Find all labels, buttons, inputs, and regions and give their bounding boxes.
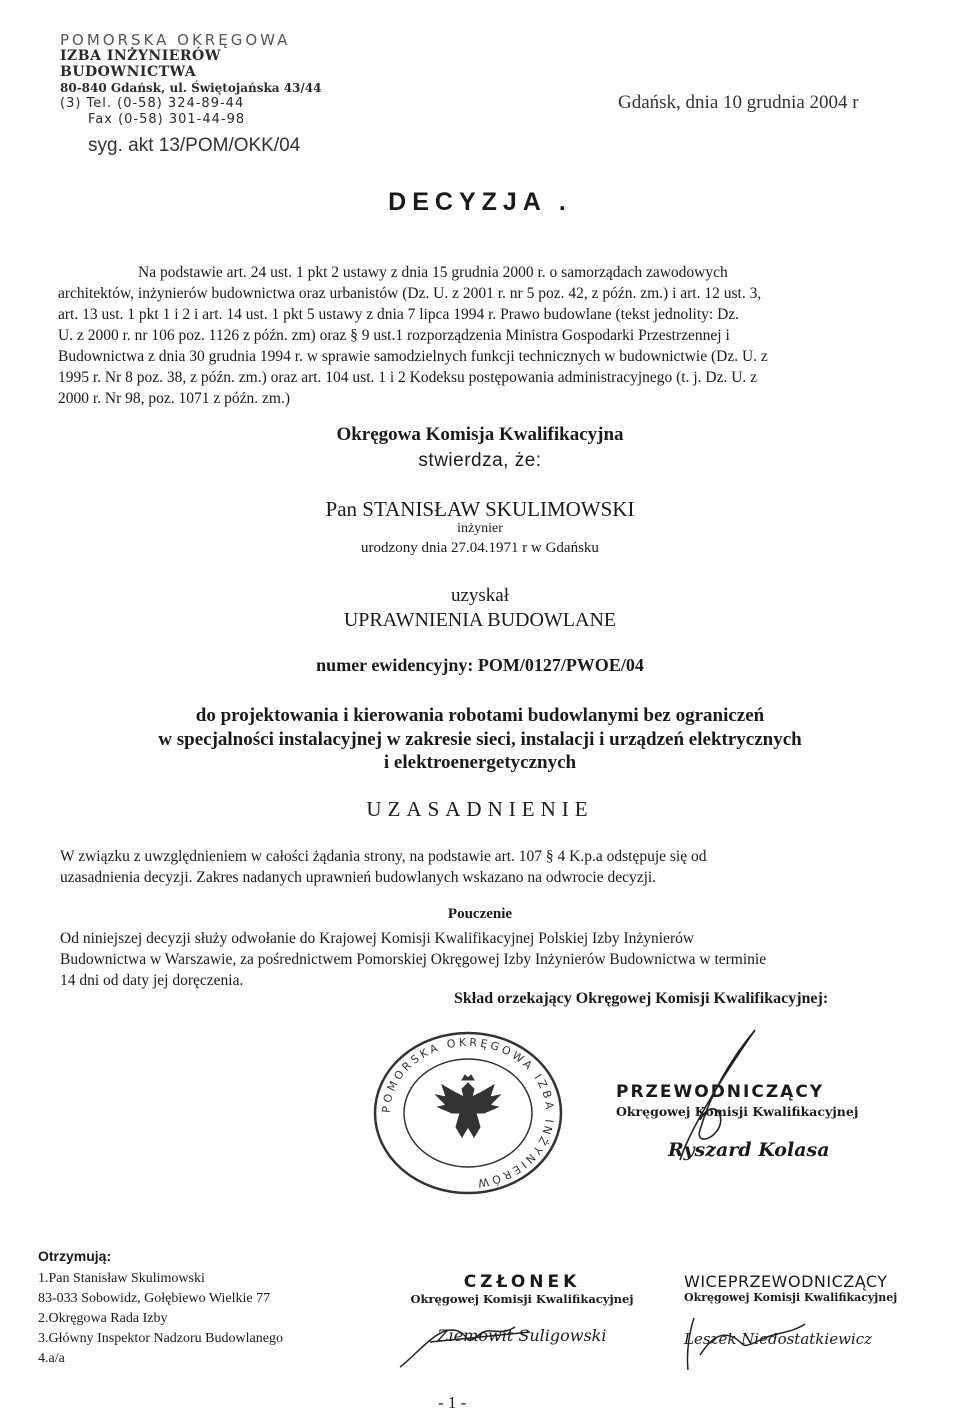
instruction-line: Budownictwa w Warszawie, za pośrednictwem Pomorskiej Okręgowej Izby Inżynierów Budownictwa w terminie [60, 951, 767, 968]
official-seal [368, 1028, 568, 1198]
obtained-line: uzyskał [450, 585, 510, 606]
recipients-heading: Otrzymują: [38, 1248, 112, 1264]
institution-stamp [60, 32, 360, 128]
page-number: - 1 - [438, 1393, 467, 1412]
member-committee: Okręgowej Komisji Kwalifikacyjnej [410, 1292, 634, 1306]
instruction-line: Od niniejszej decyzji służy odwołanie do Krajowej Komisji Kwalifikacyjnej Polskiej Izby Inżynierów [60, 930, 695, 947]
legal-line: art. 13 ust. 1 pkt 1 i 2 i art. 14 ust. 1 pkt 5 ustawy z dnia 7 lipca 1994 r. Prawo budowlane (tekst jednolity: Dz. [58, 306, 740, 323]
eagle-icon [436, 1075, 500, 1137]
instruction-line: 14 dni od daty jej doręczenia. [60, 972, 244, 989]
permits-heading: UPRAWNIENIA BUDOWLANE [343, 609, 617, 631]
vice-chairman-committee: Okręgowej Komisji Kwalifikacyjnej [684, 1291, 898, 1304]
states-line: stwierdza, że: [418, 450, 542, 471]
birth-info: urodzony dnia 27.04.1971 r w Gdańsku [361, 540, 599, 556]
legal-line: 1995 r. Nr 8 poz. 38, z późn. zm.) oraz art. 104 ust. 1 i 2 Kodeksu postępowania administracyjnego (t. j. Dz. U. z [58, 369, 758, 386]
case-reference: syg. akt 13/POM/OKK/04 [88, 135, 301, 156]
vice-chairman-signature [680, 1310, 840, 1380]
recipient-line: 1.Pan Stanisław Skulimowski [38, 1271, 205, 1286]
member-signature [390, 1312, 540, 1372]
instruction-text [60, 928, 880, 991]
instruction-heading: Pouczenie [447, 906, 513, 922]
legal-line: architektów, inżynierów budownictwa oraz urbanistów (Dz. U. z 2001 r. nr 5 poz. 42, z późn. zm.) i art. 12 ust. 3, [58, 285, 762, 302]
legal-line: Na podstawie art. 24 ust. 1 pkt 2 ustawy z dnia 15 grudnia 2000 r. o samorządach zawodowych [138, 264, 728, 281]
justification-line: W związku z uwzględnieniem w całości żądania strony, na podstawie art. 107 § 4 K.p.a odstępuje się od [60, 848, 707, 865]
vice-chairman-name: Leszek Niedostatkiewicz [684, 1330, 873, 1348]
justification-heading: UZASADNIENIE [366, 797, 594, 821]
recipients [38, 1248, 368, 1369]
chairman-role: PRZEWODNICZĄCY [616, 1082, 825, 1102]
scope-line-3: i elektroenergetycznych [383, 752, 577, 773]
member-name: Ziemowit Suligowski [437, 1326, 607, 1345]
vice-chairman-role: WICEPRZEWODNICZĄCY [684, 1272, 888, 1291]
legal-basis [58, 262, 898, 409]
recipient-line: 83-033 Sobowidz, Gołębiewo Wielkie 77 [38, 1291, 271, 1306]
document-title: DECYZJA . [388, 188, 572, 216]
member-role: CZŁONEK [463, 1272, 581, 1292]
registration-number: numer ewidencyjny: POM/0127/PWOE/04 [316, 655, 644, 675]
stamp-line-3: 80-840 Gdańsk, ul. Świętojańska 43/44 [60, 81, 322, 95]
person-title: inżynier [457, 521, 503, 536]
legal-line: Budownictwa z dnia 30 grudnia 1994 r. w sprawie samodzielnych funkcji technicznych w budownictwie (Dz. U. z [58, 348, 768, 365]
justification-text [60, 846, 880, 888]
chairman-name: Ryszard Kolasa [668, 1139, 830, 1161]
stamp-line-2: IZBA INŻYNIERÓW BUDOWNICTWA [60, 48, 221, 80]
recipient-line: 2.Okręgowa Rada Izby [38, 1311, 168, 1326]
stamp-line-5: Fax (0-58) 301-44-98 [88, 112, 246, 127]
person-name: Pan STANISŁAW SKULIMOWSKI [325, 497, 635, 521]
legal-line: U. z 2000 r. nr 106 poz. 1126 z późn. zm) oraz § 9 ust.1 rozporządzenia Ministra Gospodarki Przestrzennej i [58, 327, 730, 344]
panel-heading: Skład orzekający Okręgowej Komisji Kwalifikacyjnej: [454, 990, 829, 1007]
recipient-line: 3.Główny Inspektor Nadzoru Budowlanego [38, 1331, 283, 1346]
recipient-line: 4.a/a [38, 1351, 65, 1366]
seal-ring-text: POMORSKA OKRĘGOWA IZBA INŻYNIERÓW [379, 1035, 557, 1190]
committee-name: Okręgowa Komisja Kwalifikacyjna [336, 424, 624, 445]
justification-line: uzasadnienia decyzji. Zakres nadanych uprawnień budowlanych wskazano na odwrocie decyzji. [60, 869, 657, 886]
place-date: Gdańsk, dnia 10 grudnia 2004 r [618, 92, 859, 113]
chairman-committee: Okręgowej Komisji Kwalifikacyjnej [616, 1104, 859, 1119]
legal-line: 2000 r. Nr 98, poz. 1071 z późn. zm.) [58, 390, 291, 407]
stamp-line-1: POMORSKA OKRĘGOWA [60, 31, 291, 49]
scope-line-2: w specjalności instalacyjnej w zakresie sieci, instalacji i urządzeń elektrycznych [158, 729, 802, 750]
scope-line-1: do projektowania i kierowania robotami budowlanymi bez ograniczeń [195, 705, 765, 726]
chairman-signature [660, 1020, 790, 1170]
stamp-line-4: (3) Tel. (0-58) 324-89-44 [60, 96, 245, 111]
